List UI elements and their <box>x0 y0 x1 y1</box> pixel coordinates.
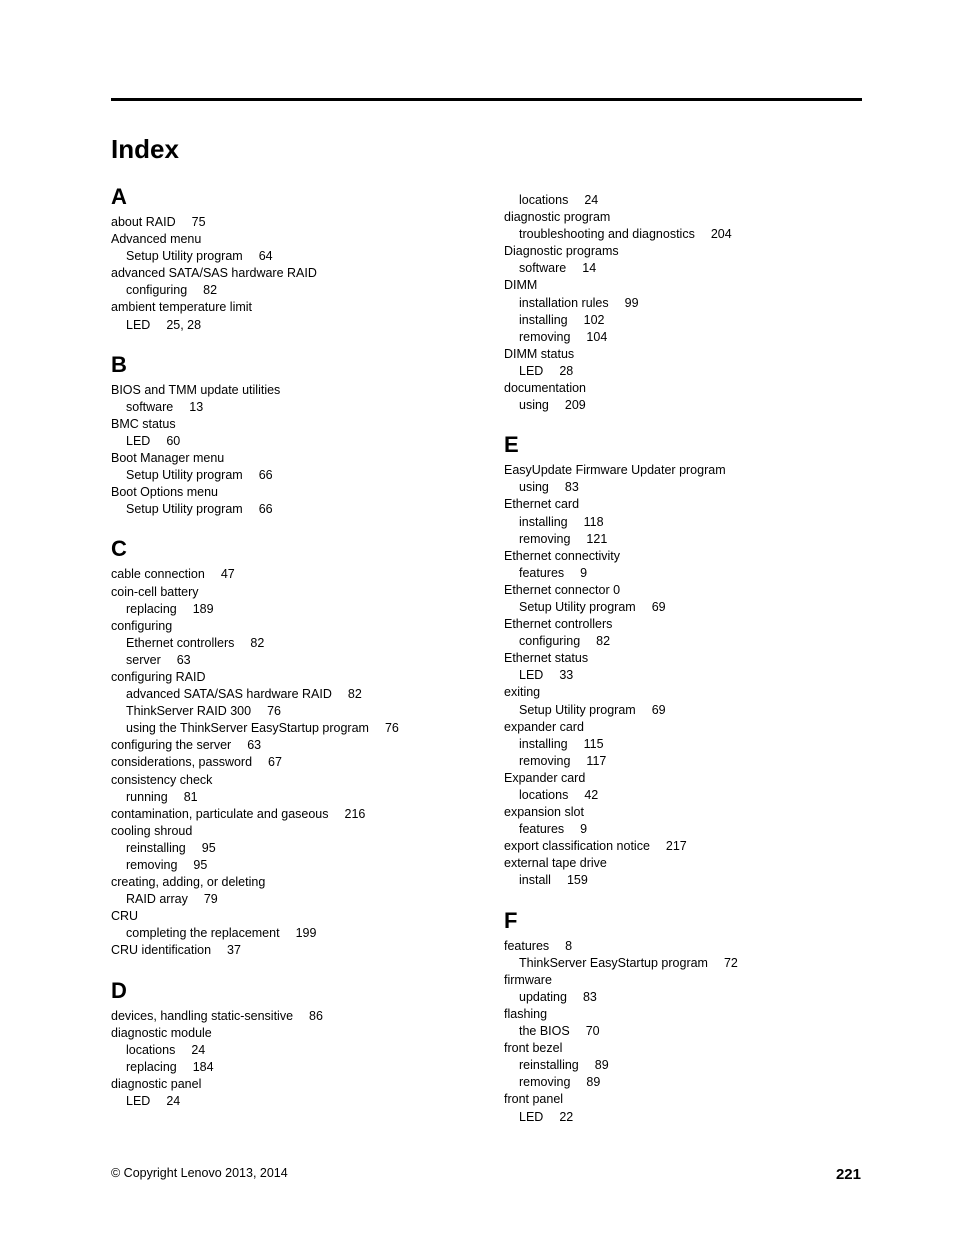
page-reference: 8 <box>565 938 573 953</box>
index-subentry <box>111 433 471 450</box>
page-reference: 99 <box>624 295 639 310</box>
index-term: configuring <box>519 634 581 649</box>
index-term: ThinkServer RAID 300 <box>126 704 252 719</box>
page-reference: 209 <box>564 398 586 413</box>
index-term: removing <box>519 329 571 344</box>
index-term: expansion slot <box>504 805 584 820</box>
index-term: Ethernet controllers <box>504 617 613 632</box>
index-section <box>111 351 471 519</box>
index-term: creating, adding, or deleting <box>111 875 266 890</box>
index-term: CRU <box>111 909 139 924</box>
index-term: using <box>519 480 549 495</box>
index-subentry <box>504 312 864 329</box>
index-term: using <box>519 398 549 413</box>
index-subentry <box>111 1093 471 1110</box>
page-reference: 95 <box>193 858 208 872</box>
section-letter: D <box>111 977 127 1003</box>
index-entry <box>504 804 864 821</box>
index-subentry <box>111 282 471 299</box>
index-subentry <box>504 633 864 650</box>
section-gap <box>111 334 471 354</box>
index-section <box>504 907 864 1126</box>
index-subentry <box>111 399 471 416</box>
index-subentry <box>504 1023 864 1040</box>
index-entry <box>504 838 864 855</box>
page-reference: 79 <box>203 892 218 907</box>
index-term: external tape drive <box>504 856 607 871</box>
index-entry <box>111 450 471 467</box>
index-term: about RAID <box>111 215 176 229</box>
index-term: CRU identification <box>111 943 212 958</box>
index-entry <box>111 1025 471 1042</box>
page-reference: 14 <box>582 261 597 276</box>
index-term: features <box>519 822 565 837</box>
page-reference: 82 <box>596 634 611 649</box>
page-reference: 76 <box>384 721 399 736</box>
index-term: installing <box>519 312 568 327</box>
index-term: RAID array <box>126 892 188 907</box>
index-subentry <box>111 891 471 908</box>
index-entry <box>111 874 471 891</box>
page-reference: 104 <box>586 329 608 344</box>
index-entry <box>504 277 864 294</box>
index-term: features <box>504 938 550 953</box>
index-entry <box>111 618 471 635</box>
page-reference: 204 <box>710 227 732 242</box>
page-reference: 184 <box>192 1059 214 1074</box>
index-term: contamination, particulate and gaseous <box>111 806 329 821</box>
index-term: ThinkServer EasyStartup program <box>519 955 708 970</box>
index-term: troubleshooting and diagnostics <box>519 227 695 242</box>
page-reference: 82 <box>347 687 362 702</box>
page-number: 221 <box>835 1166 861 1183</box>
index-entry <box>504 1006 864 1023</box>
section-gap <box>504 890 864 910</box>
index-entry <box>111 231 471 248</box>
index-term: removing <box>519 531 571 546</box>
index-term: Setup Utility program <box>519 702 636 717</box>
index-term: LED <box>126 1094 151 1109</box>
index-term: installing <box>519 514 568 529</box>
index-entry <box>111 484 471 501</box>
index-term: BMC status <box>111 416 176 431</box>
index-subentry <box>111 840 471 857</box>
index-entry <box>111 772 471 789</box>
index-term: Setup Utility program <box>126 468 243 483</box>
page-reference: 69 <box>651 599 666 614</box>
index-entry <box>111 754 471 771</box>
index-entry <box>504 972 864 989</box>
index-entry <box>504 380 864 397</box>
index-subentry <box>111 1059 471 1076</box>
index-subentry <box>504 989 864 1006</box>
page-reference: 75 <box>191 215 206 229</box>
index-term: firmware <box>504 972 552 987</box>
index-subentry <box>111 317 471 334</box>
index-term: Setup Utility program <box>126 249 243 264</box>
page-reference: 28 <box>559 363 574 378</box>
index-term: LED <box>519 1109 544 1124</box>
page-reference: 66 <box>258 468 273 483</box>
page-reference: 60 <box>166 433 181 448</box>
index-subentry <box>504 1109 864 1126</box>
index-term: updating <box>519 989 567 1004</box>
page-reference: 76 <box>267 704 281 719</box>
index-term: exiting <box>504 685 541 700</box>
section-letter: C <box>111 536 127 562</box>
index-subentry <box>111 703 471 720</box>
page-reference: 13 <box>189 399 204 414</box>
index-term: Diagnostic programs <box>504 244 619 259</box>
index-subentry <box>111 601 471 618</box>
index-term: diagnostic module <box>111 1025 212 1040</box>
index-term: removing <box>519 1075 571 1090</box>
index-term: front panel <box>504 1092 564 1107</box>
index-term: completing the replacement <box>126 926 280 941</box>
page-reference: 47 <box>220 567 235 582</box>
page-reference: 33 <box>559 668 574 683</box>
index-entry <box>111 299 471 316</box>
index-term: front bezel <box>504 1041 563 1056</box>
index-subentry <box>504 787 864 804</box>
index-term: using the ThinkServer EasyStartup program <box>126 721 369 736</box>
index-subentry <box>504 872 864 889</box>
page-reference: 37 <box>227 943 241 958</box>
index-term: Expander card <box>504 770 586 785</box>
index-term: LED <box>519 363 544 378</box>
index-subentry <box>504 514 864 531</box>
index-term: flashing <box>504 1006 548 1021</box>
index-term: Setup Utility program <box>126 502 243 517</box>
index-term: export classification notice <box>504 839 650 854</box>
index-term: Ethernet controllers <box>126 635 235 650</box>
index-subentry <box>504 363 864 380</box>
index-subentry <box>504 260 864 277</box>
index-term: LED <box>126 317 151 332</box>
page-reference: 22 <box>559 1109 574 1124</box>
index-term: diagnostic panel <box>111 1076 202 1091</box>
index-term: Advanced menu <box>111 232 202 247</box>
page-reference: 115 <box>583 736 604 751</box>
index-subentry <box>504 329 864 346</box>
page-reference: 89 <box>594 1058 609 1073</box>
header-rule <box>111 98 862 101</box>
index-term: advanced SATA/SAS hardware RAID <box>111 266 317 281</box>
index-section <box>111 977 471 1111</box>
index-term: documentation <box>504 381 587 396</box>
index-term: configuring the server <box>111 738 232 753</box>
section-letter: E <box>504 432 519 458</box>
page-reference: 66 <box>258 502 273 517</box>
index-term: EasyUpdate Firmware Updater program <box>504 463 726 478</box>
index-entry <box>111 265 471 282</box>
index-term: cable connection <box>111 567 205 582</box>
index-term: locations <box>126 1042 176 1057</box>
index-entry <box>504 616 864 633</box>
page-reference: 83 <box>582 989 597 1004</box>
index-subentry <box>111 857 471 874</box>
index-entry <box>504 938 864 955</box>
page-reference: 159 <box>566 873 588 888</box>
section-gap <box>111 960 471 980</box>
index-subentry <box>504 226 864 243</box>
index-subentry <box>111 652 471 669</box>
page-reference: 117 <box>586 753 607 768</box>
index-term: replacing <box>126 1059 177 1074</box>
index-entry <box>504 209 864 226</box>
index-term: removing <box>126 858 178 872</box>
index-entry <box>504 496 864 513</box>
index-subentry <box>504 1057 864 1074</box>
index-entry <box>111 669 471 686</box>
page-reference: 67 <box>268 755 282 770</box>
index-subentry <box>504 295 864 312</box>
page-reference: 81 <box>183 789 198 804</box>
index-term: locations <box>519 788 569 802</box>
page-reference: 25, 28 <box>166 317 202 332</box>
index-term: LED <box>126 433 151 448</box>
index-subentry <box>111 789 471 806</box>
page-title: Index <box>111 134 179 164</box>
index-subentry <box>504 736 864 753</box>
index-entry <box>504 243 864 260</box>
index-term: reinstalling <box>126 840 186 855</box>
index-entry <box>504 582 864 599</box>
section-gap <box>111 518 471 538</box>
page-reference: 216 <box>344 806 366 821</box>
index-entry <box>111 584 471 601</box>
page-reference: 70 <box>585 1024 600 1039</box>
index-entry <box>504 346 864 363</box>
index-section <box>504 192 864 414</box>
page-reference: 86 <box>309 1008 323 1023</box>
index-term: coin-cell battery <box>111 584 199 599</box>
index-entry <box>111 823 471 840</box>
index-term: devices, handling static-sensitive <box>111 1008 294 1023</box>
page-reference: 9 <box>580 565 588 580</box>
index-section <box>111 538 471 959</box>
index-subentry <box>504 821 864 838</box>
index-subentry <box>504 955 864 972</box>
index-entry <box>504 684 864 701</box>
index-term: software <box>519 261 567 276</box>
index-term: Boot Manager menu <box>111 451 225 466</box>
index-term: ambient temperature limit <box>111 300 253 315</box>
page-reference: 72 <box>723 955 738 970</box>
index-entry <box>111 806 471 823</box>
page-reference: 63 <box>176 652 191 667</box>
index-term: advanced SATA/SAS hardware RAID <box>126 687 332 702</box>
section-letter: F <box>504 907 518 933</box>
index-term: replacing <box>126 601 177 616</box>
index-entry <box>111 416 471 433</box>
index-column-right <box>504 192 864 1126</box>
page-reference: 83 <box>564 480 579 495</box>
index-term: LED <box>519 668 544 683</box>
page-reference: 102 <box>583 312 605 327</box>
index-entry <box>111 942 471 959</box>
page-reference: 64 <box>258 249 273 264</box>
section-letter: B <box>111 351 127 377</box>
footer-copyright: © Copyright Lenovo 2013, 2014 <box>111 1166 288 1180</box>
index-term: expander card <box>504 719 584 734</box>
index-subentry <box>111 686 471 703</box>
index-term: Ethernet card <box>504 497 580 512</box>
index-term: BIOS and TMM update utilities <box>111 382 281 397</box>
page-reference: 89 <box>586 1075 601 1090</box>
index-term: DIMM status <box>504 346 575 361</box>
page-reference: 189 <box>192 601 214 616</box>
index-section <box>111 186 471 334</box>
page-reference: 95 <box>201 840 216 855</box>
index-subentry <box>504 192 864 209</box>
index-entry <box>111 1076 471 1093</box>
index-entry <box>504 650 864 667</box>
index-entry <box>504 719 864 736</box>
index-term: Ethernet connectivity <box>504 548 621 563</box>
index-subentry <box>111 467 471 484</box>
index-term: considerations, password <box>111 755 253 770</box>
index-entry <box>504 1040 864 1057</box>
page-reference: 24 <box>191 1042 206 1057</box>
index-term: locations <box>519 193 569 207</box>
index-subentry <box>504 397 864 414</box>
index-subentry <box>504 531 864 548</box>
page-reference: 42 <box>584 788 599 802</box>
index-column-left <box>111 186 471 1110</box>
index-term: reinstalling <box>519 1058 579 1073</box>
index-subentry <box>111 501 471 518</box>
index-term: Setup Utility program <box>519 599 636 614</box>
index-entry <box>111 737 471 754</box>
index-subentry <box>111 720 471 737</box>
index-term: configuring <box>111 618 173 633</box>
index-term: configuring <box>126 283 188 298</box>
index-term: Boot Options menu <box>111 485 219 500</box>
index-subentry <box>111 635 471 652</box>
page-reference: 24 <box>584 193 599 207</box>
index-term: configuring RAID <box>111 669 206 684</box>
page-reference: 217 <box>665 839 687 854</box>
index-subentry <box>504 479 864 496</box>
index-subentry <box>111 248 471 265</box>
page-reference: 82 <box>203 283 218 298</box>
index-entry <box>111 1008 471 1025</box>
index-section <box>504 434 864 889</box>
page-reference: 69 <box>651 702 666 717</box>
index-subentry <box>111 1042 471 1059</box>
index-term: consistency check <box>111 772 213 787</box>
index-entry <box>504 1091 864 1108</box>
index-term: removing <box>519 753 571 768</box>
index-term: cooling shroud <box>111 823 193 838</box>
page-reference: 24 <box>166 1094 181 1109</box>
index-term: Ethernet status <box>504 651 589 666</box>
index-subentry <box>504 753 864 770</box>
index-term: software <box>126 399 174 414</box>
page-reference: 63 <box>247 738 262 753</box>
index-term: Ethernet connector 0 <box>504 582 621 597</box>
index-subentry <box>504 565 864 582</box>
page-reference: 9 <box>580 822 588 837</box>
section-gap <box>504 414 864 434</box>
index-term: diagnostic program <box>504 210 611 225</box>
page-reference: 199 <box>295 926 317 941</box>
index-subentry <box>111 925 471 942</box>
index-entry <box>504 548 864 565</box>
index-subentry <box>504 702 864 719</box>
page-reference: 121 <box>586 531 608 546</box>
index-term: installing <box>519 736 568 751</box>
index-entry <box>111 908 471 925</box>
index-subentry <box>504 599 864 616</box>
index-term: server <box>126 652 161 667</box>
page-reference: 82 <box>250 635 265 650</box>
page-reference: 118 <box>583 514 604 529</box>
index-entry <box>111 214 471 231</box>
index-entry <box>504 770 864 787</box>
index-term: install <box>519 873 551 888</box>
index-entry <box>111 566 471 583</box>
index-term: features <box>519 565 565 580</box>
index-entry <box>504 855 864 872</box>
index-term: installation rules <box>519 295 609 310</box>
index-subentry <box>504 667 864 684</box>
index-entry <box>111 382 471 399</box>
index-term: DIMM <box>504 278 538 293</box>
index-term: the BIOS <box>519 1024 570 1039</box>
index-term: running <box>126 789 168 804</box>
section-letter: A <box>111 184 127 209</box>
index-subentry <box>504 1074 864 1091</box>
index-entry <box>504 462 864 479</box>
